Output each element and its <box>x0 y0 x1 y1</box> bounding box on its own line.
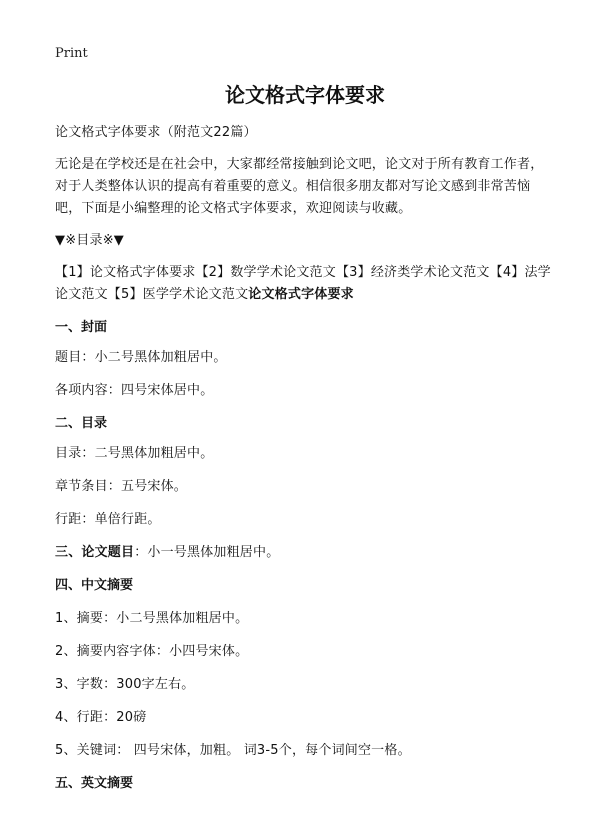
toc-paragraph <box>55 262 555 306</box>
print-label: Print <box>55 46 88 61</box>
toc-label: ▼※目录※▼ <box>55 233 124 248</box>
section-heading-cn-abstract: 四、中文摘要 <box>55 578 134 593</box>
paper-title-text: ：小一号黑体加粗居中。 <box>134 545 280 560</box>
section-heading-en-abstract: 五、英文摘要 <box>55 776 134 791</box>
contents-line-2: 章节条目：五号宋体。 <box>55 479 188 494</box>
cn-abstract-line-2: 2、摘要内容字体：小四号宋体。 <box>55 644 249 659</box>
document-title: 论文格式字体要求 <box>225 83 385 107</box>
intro-paragraph: 无论是在学校还是在社会中，大家都经常接触到论文吧，论文对于所有教育工作者，对于人类整体认识的提高有着重要的意义。相信很多朋友都对写论文感到非常苦恼吧，下面是小编整理的论文格式字体要求，欢迎阅读与收藏。 <box>55 157 544 216</box>
section-heading-contents: 二、目录 <box>55 416 108 431</box>
toc-bold-tail: 论文格式字体要求 <box>248 287 354 302</box>
cn-abstract-line-3: 3、字数：300字左右。 <box>55 677 195 692</box>
contents-line-1: 目录：二号黑体加粗居中。 <box>55 446 214 461</box>
cn-abstract-line-1: 1、摘要：小二号黑体加粗居中。 <box>55 611 249 626</box>
contents-line-3: 行距：单倍行距。 <box>55 512 161 527</box>
toc-links: 【1】论文格式字体要求【2】数学学术论文范文【3】经济类学术论文范文【4】法学论文范文【5】医学学术论文范文 <box>55 265 551 302</box>
paper-title-line <box>55 542 555 564</box>
cover-line-1: 题目：小二号黑体加粗居中。 <box>55 350 227 365</box>
document-page <box>55 44 555 795</box>
section-heading-paper-title: 三、论文题目 <box>55 545 135 560</box>
cn-abstract-line-4: 4、行距：20磅 <box>55 710 147 725</box>
cover-line-2: 各项内容：四号宋体居中。 <box>55 383 214 398</box>
section-heading-cover: 一、封面 <box>55 320 108 335</box>
document-subtitle: 论文格式字体要求（附范文22篇） <box>55 125 257 140</box>
cn-abstract-line-5: 5、关键词： 四号宋体，加粗。 词3-5个，每个词间空一格。 <box>55 743 411 758</box>
